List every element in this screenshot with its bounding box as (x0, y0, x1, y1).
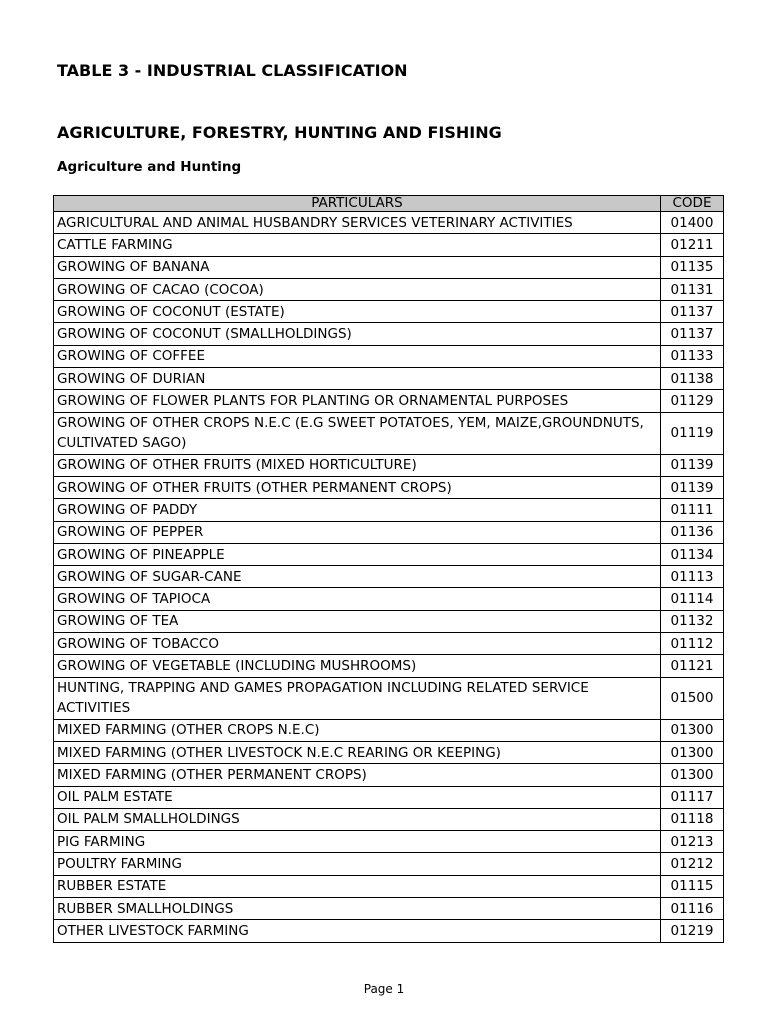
particulars-cell: CATTLE FARMING (54, 234, 661, 256)
table-row (54, 301, 724, 323)
code-cell: 01135 (661, 256, 724, 278)
column-header-code: CODE (661, 196, 724, 212)
table-row (54, 454, 724, 476)
code-cell: 01300 (661, 719, 724, 741)
particulars-cell: GROWING OF FLOWER PLANTS FOR PLANTING OR ORNAMENTAL PURPOSES (54, 390, 661, 412)
code-cell: 01114 (661, 588, 724, 610)
table-header-row (54, 196, 724, 212)
particulars-cell: MIXED FARMING (OTHER CROPS N.E.C) (54, 719, 661, 741)
table-row (54, 633, 724, 655)
table-row (54, 898, 724, 920)
code-cell: 01117 (661, 786, 724, 808)
table-row (54, 875, 724, 897)
particulars-cell: GROWING OF PEPPER (54, 521, 661, 543)
subsection-heading: Agriculture and Hunting (57, 159, 242, 175)
particulars-cell: GROWING OF VEGETABLE (INCLUDING MUSHROOMS) (54, 655, 661, 677)
table-row (54, 212, 724, 234)
table-row (54, 831, 724, 853)
code-cell: 01213 (661, 831, 724, 853)
particulars-cell: HUNTING, TRAPPING AND GAMES PROPAGATION INCLUDING RELATED SERVICE ACTIVITIES (54, 677, 661, 719)
table-row (54, 610, 724, 632)
particulars-cell: GROWING OF OTHER CROPS N.E.C (E.G SWEET POTATOES, YEM, MAIZE,GROUNDNUTS, CULTIVATED SAGO) (54, 412, 661, 454)
table-row (54, 655, 724, 677)
particulars-cell: POULTRY FARMING (54, 853, 661, 875)
code-cell: 01139 (661, 476, 724, 498)
code-cell: 01121 (661, 655, 724, 677)
code-cell: 01219 (661, 920, 724, 942)
particulars-cell: GROWING OF COCONUT (SMALLHOLDINGS) (54, 323, 661, 345)
particulars-cell: OTHER LIVESTOCK FARMING (54, 920, 661, 942)
particulars-cell: RUBBER SMALLHOLDINGS (54, 898, 661, 920)
table-row (54, 323, 724, 345)
section-heading: AGRICULTURE, FORESTRY, HUNTING AND FISHING (57, 123, 502, 142)
page-number: Page 1 (363, 982, 405, 996)
document-title: TABLE 3 - INDUSTRIAL CLASSIFICATION (57, 61, 408, 80)
table-row (54, 345, 724, 367)
particulars-cell: GROWING OF PADDY (54, 499, 661, 521)
table-body (54, 212, 724, 943)
table-row (54, 278, 724, 300)
table-row (54, 368, 724, 390)
table-row (54, 256, 724, 278)
table-row (54, 476, 724, 498)
table-row (54, 677, 724, 719)
code-cell: 01137 (661, 301, 724, 323)
table-row (54, 543, 724, 565)
classification-table (53, 195, 724, 943)
code-cell: 01212 (661, 853, 724, 875)
table-row (54, 920, 724, 942)
code-cell: 01131 (661, 278, 724, 300)
code-cell: 01115 (661, 875, 724, 897)
code-cell: 01116 (661, 898, 724, 920)
table-row (54, 412, 724, 454)
particulars-cell: GROWING OF COCONUT (ESTATE) (54, 301, 661, 323)
table-row (54, 808, 724, 830)
code-cell: 01211 (661, 234, 724, 256)
code-cell: 01138 (661, 368, 724, 390)
code-cell: 01111 (661, 499, 724, 521)
particulars-cell: GROWING OF DURIAN (54, 368, 661, 390)
column-header-particulars: PARTICULARS (54, 196, 661, 212)
particulars-cell: GROWING OF PINEAPPLE (54, 543, 661, 565)
particulars-cell: GROWING OF OTHER FRUITS (OTHER PERMANENT CROPS) (54, 476, 661, 498)
table-row (54, 786, 724, 808)
code-cell: 01400 (661, 212, 724, 234)
table-row (54, 521, 724, 543)
table-row (54, 588, 724, 610)
code-cell: 01119 (661, 412, 724, 454)
particulars-cell: GROWING OF TAPIOCA (54, 588, 661, 610)
code-cell: 01129 (661, 390, 724, 412)
particulars-cell: GROWING OF COFFEE (54, 345, 661, 367)
code-cell: 01139 (661, 454, 724, 476)
code-cell: 01113 (661, 566, 724, 588)
particulars-cell: RUBBER ESTATE (54, 875, 661, 897)
particulars-cell: GROWING OF SUGAR-CANE (54, 566, 661, 588)
particulars-cell: AGRICULTURAL AND ANIMAL HUSBANDRY SERVICES VETERINARY ACTIVITIES (54, 212, 661, 234)
particulars-cell: MIXED FARMING (OTHER LIVESTOCK N.E.C REARING OR KEEPING) (54, 741, 661, 763)
code-cell: 01136 (661, 521, 724, 543)
table-row (54, 390, 724, 412)
particulars-cell: GROWING OF CACAO (COCOA) (54, 278, 661, 300)
table-row (54, 499, 724, 521)
code-cell: 01300 (661, 764, 724, 786)
particulars-cell: OIL PALM ESTATE (54, 786, 661, 808)
code-cell: 01300 (661, 741, 724, 763)
table-row (54, 234, 724, 256)
particulars-cell: MIXED FARMING (OTHER PERMANENT CROPS) (54, 764, 661, 786)
code-cell: 01118 (661, 808, 724, 830)
code-cell: 01500 (661, 677, 724, 719)
particulars-cell: PIG FARMING (54, 831, 661, 853)
table-row (54, 853, 724, 875)
table-row (54, 719, 724, 741)
code-cell: 01132 (661, 610, 724, 632)
particulars-cell: GROWING OF BANANA (54, 256, 661, 278)
particulars-cell: GROWING OF TEA (54, 610, 661, 632)
code-cell: 01134 (661, 543, 724, 565)
table-row (54, 566, 724, 588)
code-cell: 01112 (661, 633, 724, 655)
table-row (54, 741, 724, 763)
table-row (54, 764, 724, 786)
particulars-cell: OIL PALM SMALLHOLDINGS (54, 808, 661, 830)
particulars-cell: GROWING OF OTHER FRUITS (MIXED HORTICULTURE) (54, 454, 661, 476)
code-cell: 01133 (661, 345, 724, 367)
particulars-cell: GROWING OF TOBACCO (54, 633, 661, 655)
code-cell: 01137 (661, 323, 724, 345)
